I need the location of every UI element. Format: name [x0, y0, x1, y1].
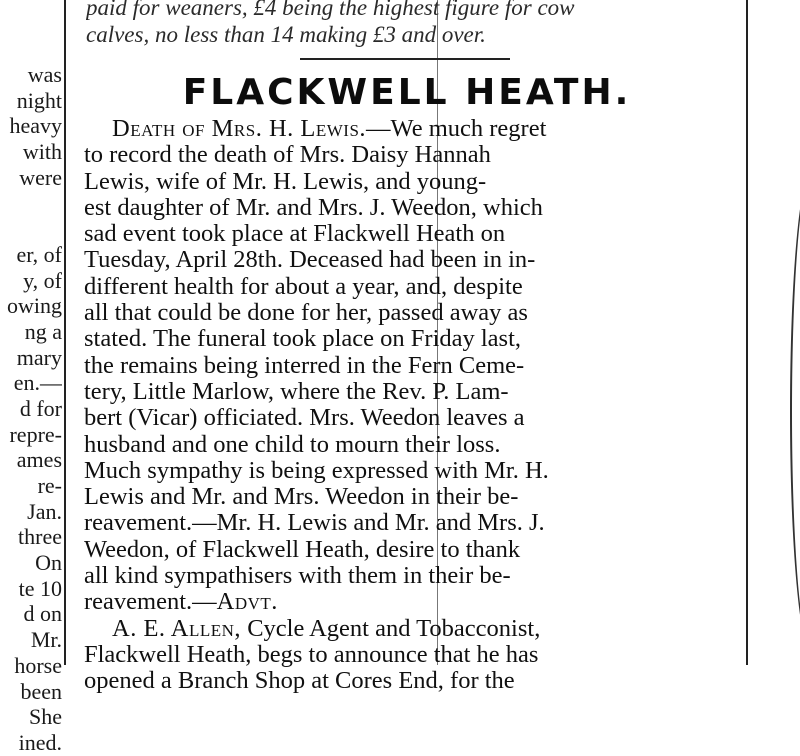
article-line: all that could be done for her, passed away as: [84, 299, 528, 327]
article-line: reavement.—Mr. H. Lewis and Mr. and Mrs. J.: [84, 509, 545, 537]
left-column-line: Jan.: [27, 498, 62, 524]
advt-mark: Advt.: [216, 588, 278, 616]
left-column-line: en.—: [13, 370, 62, 396]
article-line: Lewis and Mr. and Mrs. Weedon in their be-: [84, 483, 519, 511]
article-line: to record the death of Mrs. Daisy Hannah: [84, 141, 491, 169]
left-column-line: y, of: [23, 267, 62, 293]
left-column-line: d for: [19, 395, 62, 421]
left-column-line: heavy: [9, 113, 62, 139]
article-line: Much sympathy is being expressed with Mr. H.: [84, 456, 549, 484]
article-line: tery, Little Marlow, where the Rev. P. Lam-: [84, 377, 509, 405]
article-line: sad event took place at Flackwell Heath on: [84, 220, 506, 248]
left-column-line: been: [20, 678, 62, 704]
previous-article-fragment: [86, 0, 726, 48]
left-column-line: mary: [16, 344, 62, 370]
left-column-line: Mr.: [30, 627, 62, 653]
article-line: [84, 589, 734, 615]
article-line: [84, 616, 734, 642]
section-headline: FLACKWELL HEATH.: [182, 72, 632, 113]
left-column-line: d on: [23, 601, 62, 627]
fragment-line-1: paid for weaners, £4 being the highest figure for cow: [86, 0, 575, 20]
section-divider: [300, 58, 510, 60]
left-column-line: She: [29, 704, 62, 730]
left-column-line: repre-: [9, 421, 62, 447]
left-column-line: were: [19, 164, 62, 190]
article-line: bert (Vicar) officiated. Mrs. Weedon leaves a: [84, 404, 525, 432]
article-line: est daughter of Mr. and Mrs. J. Weedon, which: [84, 193, 543, 221]
left-column-line: ined.: [18, 729, 62, 755]
article-line: the remains being interred in the Fern Ceme-: [84, 351, 525, 379]
article-line: all kind sympathisers with them in their be-: [84, 562, 511, 590]
right-edge-fragment: [790, 170, 800, 654]
article-line: Lewis, wife of Mr. H. Lewis, and young-: [84, 167, 487, 195]
left-column-line: te 10: [18, 575, 62, 601]
left-column-line: night: [16, 87, 62, 113]
left-column-line: re-: [37, 473, 62, 498]
left-column-line: er, of: [16, 241, 62, 267]
article-text: —We much regret: [366, 115, 547, 142]
article-text: Cycle Agent and Tobacconist,: [241, 614, 541, 642]
article-line: Tuesday, April 28th. Deceased had been in in-: [84, 246, 536, 274]
article-line: different health for about a year, and, despite: [84, 272, 523, 300]
column-rule-left: [64, 0, 66, 665]
left-column-line: ng a: [24, 318, 62, 344]
article-lead-in: Death of Mrs. H. Lewis.: [112, 115, 367, 142]
article-line: Flackwell Heath, begs to announce that he has: [84, 640, 539, 668]
left-column-line: with: [22, 139, 62, 165]
left-column-line: On: [35, 550, 62, 576]
article-line: Weedon, of Flackwell Heath, desire to thank: [84, 535, 521, 563]
article-line: opened a Branch Shop at Cores End, for the: [84, 667, 515, 695]
column-rule-right: [746, 0, 748, 665]
article-line: stated. The funeral took place on Friday last,: [84, 325, 522, 353]
article-body: [84, 116, 734, 695]
left-column-fragment: [0, 62, 62, 756]
article-line: husband and one child to mourn their loss.: [84, 430, 501, 458]
left-column-line: was: [27, 62, 62, 87]
left-column-line: ames: [16, 447, 62, 473]
left-column-line: [0, 190, 62, 216]
left-column-line: [0, 216, 62, 242]
fragment-line-2: calves, no less than 14 making £3 and over.: [86, 22, 486, 47]
article-line: [84, 116, 734, 142]
left-column-line: owing: [7, 293, 62, 319]
article-lead-in: A. E. Allen,: [112, 614, 242, 642]
left-column-line: three: [18, 524, 62, 550]
left-column-line: horse: [14, 652, 62, 678]
article-text: reavement.—: [84, 588, 217, 616]
